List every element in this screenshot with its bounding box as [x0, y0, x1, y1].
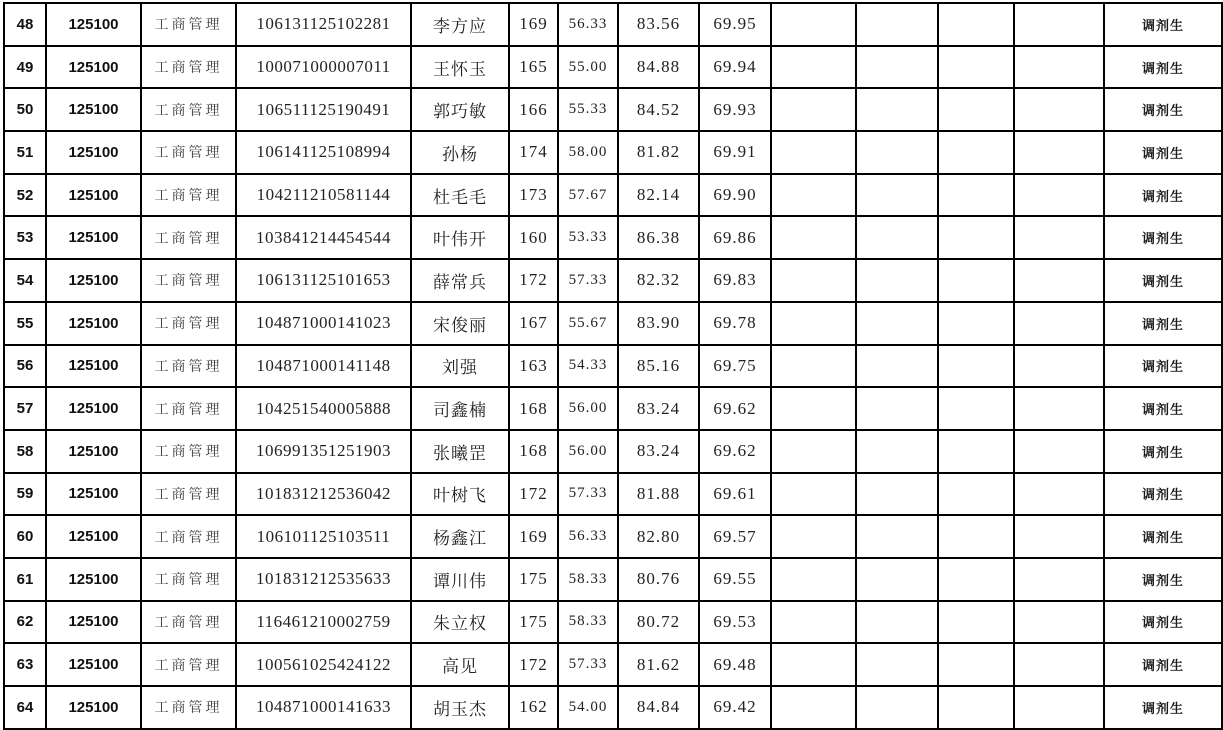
cell-empty-col-1	[771, 174, 856, 217]
cell-major-name: 工商管理	[141, 46, 236, 89]
cell-empty-col-3	[938, 216, 1014, 259]
cell-score-interview: 81.62	[618, 643, 699, 686]
cell-score-interview: 84.84	[618, 686, 699, 729]
cell-score-total: 69.93	[699, 88, 771, 131]
cell-empty-col-4	[1014, 473, 1104, 516]
cell-candidate-name: 李方应	[411, 3, 509, 46]
cell-major-code: 125100	[46, 345, 141, 388]
cell-score-total: 69.62	[699, 387, 771, 430]
table-row	[4, 473, 1222, 516]
document-page	[3, 2, 1223, 730]
cell-major-code: 125100	[46, 259, 141, 302]
cell-admission-status: 调剂生	[1104, 515, 1222, 558]
cell-admission-status: 调剂生	[1104, 558, 1222, 601]
cell-score-interview: 82.80	[618, 515, 699, 558]
cell-score-interview: 86.38	[618, 216, 699, 259]
cell-row-number: 63	[4, 643, 46, 686]
cell-admission-status: 调剂生	[1104, 131, 1222, 174]
cell-score-converted: 57.33	[558, 259, 618, 302]
cell-empty-col-1	[771, 302, 856, 345]
cell-row-number: 62	[4, 601, 46, 644]
table-row	[4, 3, 1222, 46]
cell-score-initial: 165	[509, 46, 558, 89]
cell-empty-col-3	[938, 88, 1014, 131]
cell-empty-col-1	[771, 686, 856, 729]
table-row	[4, 46, 1222, 89]
cell-empty-col-1	[771, 387, 856, 430]
table-row	[4, 515, 1222, 558]
cell-major-code: 125100	[46, 686, 141, 729]
cell-candidate-id: 106141125108994	[236, 131, 411, 174]
cell-empty-col-3	[938, 174, 1014, 217]
cell-major-name: 工商管理	[141, 259, 236, 302]
cell-major-name: 工商管理	[141, 131, 236, 174]
cell-major-code: 125100	[46, 558, 141, 601]
cell-major-name: 工商管理	[141, 345, 236, 388]
cell-empty-col-2	[856, 3, 938, 46]
cell-score-total: 69.95	[699, 3, 771, 46]
cell-empty-col-4	[1014, 88, 1104, 131]
cell-score-interview: 83.90	[618, 302, 699, 345]
cell-row-number: 61	[4, 558, 46, 601]
cell-empty-col-4	[1014, 515, 1104, 558]
cell-major-name: 工商管理	[141, 601, 236, 644]
cell-row-number: 55	[4, 302, 46, 345]
cell-empty-col-1	[771, 345, 856, 388]
cell-score-interview: 82.32	[618, 259, 699, 302]
cell-score-total: 69.62	[699, 430, 771, 473]
cell-candidate-name: 朱立权	[411, 601, 509, 644]
cell-candidate-name: 杨鑫江	[411, 515, 509, 558]
cell-score-total: 69.83	[699, 259, 771, 302]
cell-row-number: 59	[4, 473, 46, 516]
cell-score-converted: 55.00	[558, 46, 618, 89]
cell-empty-col-2	[856, 302, 938, 345]
cell-empty-col-3	[938, 473, 1014, 516]
table-row	[4, 430, 1222, 473]
cell-empty-col-4	[1014, 174, 1104, 217]
cell-score-total: 69.53	[699, 601, 771, 644]
cell-candidate-id: 106131125101653	[236, 259, 411, 302]
cell-major-name: 工商管理	[141, 302, 236, 345]
cell-admission-status: 调剂生	[1104, 387, 1222, 430]
cell-candidate-id: 106991351251903	[236, 430, 411, 473]
table-row	[4, 131, 1222, 174]
cell-score-total: 69.90	[699, 174, 771, 217]
cell-empty-col-2	[856, 387, 938, 430]
cell-score-total: 69.86	[699, 216, 771, 259]
cell-score-total: 69.42	[699, 686, 771, 729]
cell-score-interview: 81.88	[618, 473, 699, 516]
cell-major-name: 工商管理	[141, 3, 236, 46]
cell-major-code: 125100	[46, 216, 141, 259]
cell-empty-col-3	[938, 643, 1014, 686]
cell-candidate-name: 孙杨	[411, 131, 509, 174]
cell-admission-status: 调剂生	[1104, 643, 1222, 686]
cell-empty-col-4	[1014, 46, 1104, 89]
cell-empty-col-3	[938, 3, 1014, 46]
cell-score-initial: 169	[509, 3, 558, 46]
cell-empty-col-2	[856, 430, 938, 473]
cell-empty-col-2	[856, 345, 938, 388]
cell-admission-status: 调剂生	[1104, 259, 1222, 302]
cell-major-code: 125100	[46, 387, 141, 430]
cell-empty-col-4	[1014, 259, 1104, 302]
cell-admission-status: 调剂生	[1104, 216, 1222, 259]
cell-score-converted: 54.00	[558, 686, 618, 729]
cell-major-code: 125100	[46, 131, 141, 174]
cell-major-name: 工商管理	[141, 430, 236, 473]
table-row	[4, 686, 1222, 729]
cell-score-converted: 55.67	[558, 302, 618, 345]
cell-row-number: 53	[4, 216, 46, 259]
cell-candidate-name: 司鑫楠	[411, 387, 509, 430]
cell-empty-col-3	[938, 430, 1014, 473]
cell-score-interview: 82.14	[618, 174, 699, 217]
cell-score-initial: 169	[509, 515, 558, 558]
cell-empty-col-3	[938, 387, 1014, 430]
cell-empty-col-1	[771, 558, 856, 601]
cell-empty-col-4	[1014, 430, 1104, 473]
cell-score-total: 69.55	[699, 558, 771, 601]
cell-score-converted: 58.33	[558, 601, 618, 644]
cell-empty-col-2	[856, 131, 938, 174]
cell-score-total: 69.75	[699, 345, 771, 388]
cell-score-initial: 173	[509, 174, 558, 217]
cell-empty-col-1	[771, 131, 856, 174]
cell-empty-col-2	[856, 174, 938, 217]
cell-empty-col-4	[1014, 686, 1104, 729]
cell-empty-col-4	[1014, 643, 1104, 686]
cell-candidate-id: 116461210002759	[236, 601, 411, 644]
cell-score-interview: 83.24	[618, 430, 699, 473]
table-row	[4, 387, 1222, 430]
cell-candidate-id: 104871000141148	[236, 345, 411, 388]
cell-candidate-name: 郭巧敏	[411, 88, 509, 131]
cell-score-converted: 54.33	[558, 345, 618, 388]
cell-empty-col-3	[938, 515, 1014, 558]
admission-score-table	[3, 2, 1223, 730]
cell-empty-col-4	[1014, 601, 1104, 644]
cell-candidate-name: 高见	[411, 643, 509, 686]
cell-major-name: 工商管理	[141, 216, 236, 259]
cell-empty-col-3	[938, 259, 1014, 302]
cell-empty-col-4	[1014, 302, 1104, 345]
cell-admission-status: 调剂生	[1104, 46, 1222, 89]
cell-score-initial: 168	[509, 387, 558, 430]
cell-empty-col-2	[856, 558, 938, 601]
cell-candidate-name: 叶树飞	[411, 473, 509, 516]
cell-empty-col-1	[771, 88, 856, 131]
cell-score-total: 69.61	[699, 473, 771, 516]
cell-score-converted: 56.00	[558, 387, 618, 430]
cell-score-interview: 80.76	[618, 558, 699, 601]
cell-admission-status: 调剂生	[1104, 345, 1222, 388]
cell-row-number: 60	[4, 515, 46, 558]
cell-row-number: 64	[4, 686, 46, 729]
cell-empty-col-1	[771, 216, 856, 259]
cell-empty-col-2	[856, 515, 938, 558]
cell-score-initial: 167	[509, 302, 558, 345]
cell-empty-col-4	[1014, 345, 1104, 388]
cell-admission-status: 调剂生	[1104, 473, 1222, 516]
cell-candidate-name: 叶伟开	[411, 216, 509, 259]
cell-major-name: 工商管理	[141, 88, 236, 131]
cell-score-total: 69.78	[699, 302, 771, 345]
cell-empty-col-3	[938, 131, 1014, 174]
cell-candidate-id: 106101125103511	[236, 515, 411, 558]
cell-score-initial: 172	[509, 643, 558, 686]
cell-candidate-name: 刘强	[411, 345, 509, 388]
cell-major-name: 工商管理	[141, 686, 236, 729]
cell-score-initial: 160	[509, 216, 558, 259]
cell-admission-status: 调剂生	[1104, 88, 1222, 131]
cell-empty-col-2	[856, 46, 938, 89]
cell-candidate-name: 王怀玉	[411, 46, 509, 89]
cell-score-converted: 57.67	[558, 174, 618, 217]
cell-score-interview: 84.52	[618, 88, 699, 131]
cell-major-code: 125100	[46, 302, 141, 345]
cell-score-interview: 85.16	[618, 345, 699, 388]
cell-score-interview: 80.72	[618, 601, 699, 644]
cell-empty-col-1	[771, 515, 856, 558]
table-row	[4, 174, 1222, 217]
cell-candidate-id: 104871000141023	[236, 302, 411, 345]
cell-score-converted: 57.33	[558, 643, 618, 686]
table-row	[4, 643, 1222, 686]
cell-major-code: 125100	[46, 46, 141, 89]
cell-empty-col-1	[771, 473, 856, 516]
cell-empty-col-3	[938, 345, 1014, 388]
table-row	[4, 345, 1222, 388]
cell-empty-col-3	[938, 558, 1014, 601]
cell-candidate-id: 101831212535633	[236, 558, 411, 601]
cell-major-name: 工商管理	[141, 174, 236, 217]
cell-admission-status: 调剂生	[1104, 3, 1222, 46]
cell-admission-status: 调剂生	[1104, 601, 1222, 644]
cell-major-name: 工商管理	[141, 387, 236, 430]
table-row	[4, 216, 1222, 259]
table-row	[4, 302, 1222, 345]
cell-empty-col-2	[856, 601, 938, 644]
cell-major-code: 125100	[46, 88, 141, 131]
cell-empty-col-3	[938, 302, 1014, 345]
cell-score-initial: 162	[509, 686, 558, 729]
cell-score-total: 69.57	[699, 515, 771, 558]
cell-empty-col-2	[856, 88, 938, 131]
table-row	[4, 88, 1222, 131]
cell-score-interview: 84.88	[618, 46, 699, 89]
cell-candidate-name: 胡玉杰	[411, 686, 509, 729]
cell-candidate-name: 薛常兵	[411, 259, 509, 302]
cell-score-initial: 163	[509, 345, 558, 388]
cell-major-code: 125100	[46, 601, 141, 644]
cell-admission-status: 调剂生	[1104, 430, 1222, 473]
cell-score-converted: 58.33	[558, 558, 618, 601]
cell-admission-status: 调剂生	[1104, 302, 1222, 345]
cell-score-interview: 81.82	[618, 131, 699, 174]
cell-candidate-id: 106511125190491	[236, 88, 411, 131]
cell-score-converted: 56.00	[558, 430, 618, 473]
cell-empty-col-2	[856, 473, 938, 516]
cell-score-initial: 166	[509, 88, 558, 131]
cell-score-interview: 83.24	[618, 387, 699, 430]
cell-score-total: 69.91	[699, 131, 771, 174]
cell-score-converted: 55.33	[558, 88, 618, 131]
cell-major-name: 工商管理	[141, 515, 236, 558]
cell-empty-col-3	[938, 46, 1014, 89]
cell-candidate-name: 谭川伟	[411, 558, 509, 601]
cell-empty-col-1	[771, 259, 856, 302]
cell-score-converted: 58.00	[558, 131, 618, 174]
cell-major-code: 125100	[46, 473, 141, 516]
cell-empty-col-2	[856, 643, 938, 686]
cell-row-number: 52	[4, 174, 46, 217]
cell-row-number: 50	[4, 88, 46, 131]
cell-row-number: 54	[4, 259, 46, 302]
cell-candidate-id: 103841214454544	[236, 216, 411, 259]
cell-candidate-name: 宋俊丽	[411, 302, 509, 345]
cell-empty-col-4	[1014, 3, 1104, 46]
cell-candidate-name: 张曦罡	[411, 430, 509, 473]
cell-empty-col-2	[856, 216, 938, 259]
cell-major-code: 125100	[46, 3, 141, 46]
cell-major-name: 工商管理	[141, 643, 236, 686]
cell-score-initial: 174	[509, 131, 558, 174]
cell-admission-status: 调剂生	[1104, 686, 1222, 729]
cell-score-initial: 175	[509, 601, 558, 644]
cell-empty-col-1	[771, 643, 856, 686]
cell-row-number: 58	[4, 430, 46, 473]
cell-major-code: 125100	[46, 643, 141, 686]
cell-score-initial: 168	[509, 430, 558, 473]
cell-candidate-id: 100071000007011	[236, 46, 411, 89]
cell-score-total: 69.94	[699, 46, 771, 89]
cell-major-code: 125100	[46, 515, 141, 558]
cell-row-number: 51	[4, 131, 46, 174]
cell-score-converted: 56.33	[558, 515, 618, 558]
cell-candidate-id: 104211210581144	[236, 174, 411, 217]
cell-empty-col-3	[938, 601, 1014, 644]
results-table-body	[4, 3, 1222, 729]
table-row	[4, 259, 1222, 302]
cell-empty-col-4	[1014, 131, 1104, 174]
cell-candidate-id: 106131125102281	[236, 3, 411, 46]
table-row	[4, 601, 1222, 644]
cell-row-number: 49	[4, 46, 46, 89]
cell-major-name: 工商管理	[141, 473, 236, 516]
cell-score-interview: 83.56	[618, 3, 699, 46]
cell-empty-col-1	[771, 601, 856, 644]
cell-empty-col-4	[1014, 216, 1104, 259]
cell-empty-col-1	[771, 430, 856, 473]
cell-major-code: 125100	[46, 430, 141, 473]
cell-empty-col-4	[1014, 558, 1104, 601]
cell-empty-col-4	[1014, 387, 1104, 430]
cell-row-number: 56	[4, 345, 46, 388]
cell-candidate-name: 杜毛毛	[411, 174, 509, 217]
cell-score-initial: 172	[509, 259, 558, 302]
cell-empty-col-3	[938, 686, 1014, 729]
cell-candidate-id: 104871000141633	[236, 686, 411, 729]
cell-admission-status: 调剂生	[1104, 174, 1222, 217]
cell-empty-col-2	[856, 686, 938, 729]
cell-major-name: 工商管理	[141, 558, 236, 601]
cell-score-converted: 56.33	[558, 3, 618, 46]
cell-row-number: 57	[4, 387, 46, 430]
cell-candidate-id: 100561025424122	[236, 643, 411, 686]
cell-empty-col-1	[771, 3, 856, 46]
cell-score-converted: 53.33	[558, 216, 618, 259]
cell-empty-col-1	[771, 46, 856, 89]
cell-score-initial: 175	[509, 558, 558, 601]
cell-row-number: 48	[4, 3, 46, 46]
cell-score-converted: 57.33	[558, 473, 618, 516]
cell-score-total: 69.48	[699, 643, 771, 686]
table-row	[4, 558, 1222, 601]
cell-candidate-id: 104251540005888	[236, 387, 411, 430]
cell-major-code: 125100	[46, 174, 141, 217]
cell-candidate-id: 101831212536042	[236, 473, 411, 516]
cell-empty-col-2	[856, 259, 938, 302]
cell-score-initial: 172	[509, 473, 558, 516]
